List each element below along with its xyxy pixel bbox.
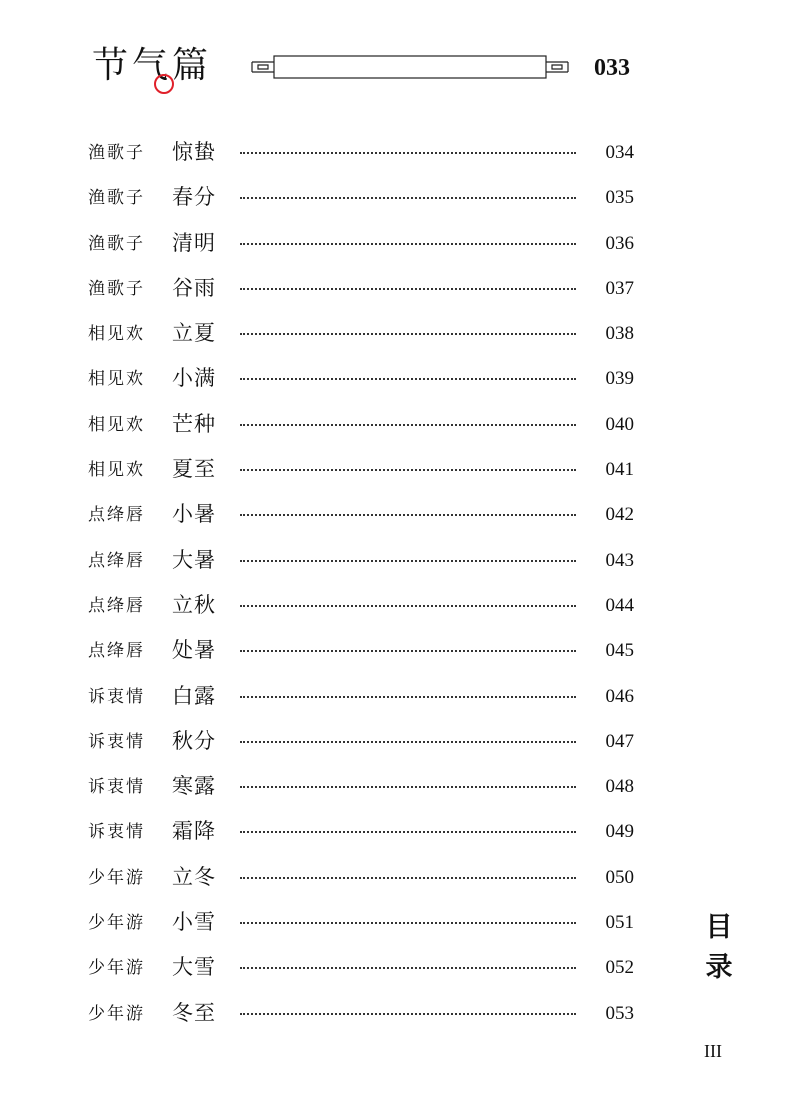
toc-entry[interactable] bbox=[88, 540, 634, 585]
solar-term: 处暑 bbox=[172, 638, 216, 663]
scroll-ornament-icon bbox=[250, 54, 570, 80]
solar-term: 小雪 bbox=[172, 910, 216, 935]
toc-entry[interactable] bbox=[88, 404, 634, 449]
tune-name: 点绛唇 bbox=[88, 641, 145, 662]
dot-leader bbox=[240, 378, 576, 382]
solar-term: 小暑 bbox=[172, 502, 216, 527]
dot-leader bbox=[240, 922, 576, 926]
page-number: 040 bbox=[605, 413, 634, 435]
tune-name: 少年游 bbox=[88, 958, 145, 979]
section-title: 节气篇 bbox=[92, 45, 213, 86]
folio-number: III bbox=[704, 1041, 722, 1061]
dot-leader bbox=[240, 831, 576, 835]
dot-leader bbox=[240, 877, 576, 881]
tune-name: 诉衷情 bbox=[88, 777, 145, 798]
solar-term: 霜降 bbox=[172, 819, 216, 844]
dot-leader bbox=[240, 469, 576, 473]
tune-name: 相见欢 bbox=[88, 460, 145, 481]
solar-term: 清明 bbox=[172, 230, 216, 255]
solar-term: 白露 bbox=[172, 683, 216, 708]
toc-entry[interactable] bbox=[88, 993, 634, 1038]
solar-term: 秋分 bbox=[172, 728, 216, 753]
toc-entry[interactable] bbox=[88, 177, 634, 222]
toc-entry[interactable] bbox=[88, 630, 634, 675]
toc-entry[interactable] bbox=[88, 449, 634, 494]
contents-side-label: 目录 bbox=[705, 912, 733, 983]
dot-leader bbox=[240, 288, 576, 292]
dot-leader bbox=[240, 514, 576, 518]
solar-term: 春分 bbox=[172, 185, 216, 210]
toc-entry[interactable] bbox=[88, 811, 634, 856]
page-number: 042 bbox=[605, 504, 634, 526]
page-number: 039 bbox=[605, 368, 634, 390]
tune-name: 渔歌子 bbox=[88, 233, 145, 254]
solar-term: 谷雨 bbox=[172, 275, 216, 300]
page-number: 047 bbox=[605, 730, 634, 752]
dot-leader bbox=[240, 967, 576, 971]
tune-name: 诉衷情 bbox=[88, 731, 145, 752]
tune-name: 诉衷情 bbox=[88, 822, 145, 843]
section-header bbox=[92, 44, 652, 104]
page-number: 038 bbox=[605, 323, 634, 345]
page-number: 043 bbox=[605, 549, 634, 571]
toc-entry[interactable] bbox=[88, 857, 634, 902]
page-number: 046 bbox=[605, 685, 634, 707]
dot-leader bbox=[240, 152, 576, 156]
tune-name: 点绛唇 bbox=[88, 505, 145, 526]
solar-term: 立夏 bbox=[172, 321, 216, 346]
toc-list bbox=[88, 132, 634, 1038]
tune-name: 诉衷情 bbox=[88, 686, 145, 707]
page-number: 041 bbox=[605, 459, 634, 481]
page-number: 035 bbox=[605, 187, 634, 209]
toc-entry[interactable] bbox=[88, 721, 634, 766]
dot-leader bbox=[240, 650, 576, 654]
tune-name: 点绛唇 bbox=[88, 550, 145, 571]
red-circle-mark bbox=[154, 74, 174, 94]
toc-entry[interactable] bbox=[88, 676, 634, 721]
dot-leader bbox=[240, 1013, 576, 1017]
solar-term: 大雪 bbox=[172, 955, 216, 980]
section-page-number: 033 bbox=[594, 55, 630, 81]
tune-name: 点绛唇 bbox=[88, 595, 145, 616]
toc-entry[interactable] bbox=[88, 223, 634, 268]
page-number: 048 bbox=[605, 776, 634, 798]
dot-leader bbox=[240, 786, 576, 790]
tune-name: 相见欢 bbox=[88, 414, 145, 435]
solar-term: 夏至 bbox=[172, 457, 216, 482]
dot-leader bbox=[240, 696, 576, 700]
toc-entry[interactable] bbox=[88, 902, 634, 947]
tune-name: 少年游 bbox=[88, 1003, 145, 1024]
page-number: 036 bbox=[605, 232, 634, 254]
dot-leader bbox=[240, 741, 576, 745]
tune-name: 渔歌子 bbox=[88, 278, 145, 299]
toc-entry[interactable] bbox=[88, 947, 634, 992]
toc-entry[interactable] bbox=[88, 766, 634, 811]
toc-entry[interactable] bbox=[88, 358, 634, 403]
tune-name: 相见欢 bbox=[88, 369, 145, 390]
toc-entry[interactable] bbox=[88, 585, 634, 630]
solar-term: 惊蛰 bbox=[172, 140, 216, 164]
dot-leader bbox=[240, 333, 576, 337]
solar-term: 小满 bbox=[172, 366, 216, 391]
toc-entry[interactable] bbox=[88, 313, 634, 358]
dot-leader bbox=[240, 243, 576, 247]
tune-name: 渔歌子 bbox=[88, 188, 145, 209]
page-number: 045 bbox=[605, 640, 634, 662]
solar-term: 立秋 bbox=[172, 592, 216, 617]
solar-term: 立冬 bbox=[172, 864, 216, 889]
solar-term: 寒露 bbox=[172, 774, 216, 799]
tune-name: 少年游 bbox=[88, 867, 145, 888]
solar-term: 芒种 bbox=[172, 411, 216, 436]
page-number: 052 bbox=[605, 957, 634, 979]
page-number: 051 bbox=[605, 912, 634, 934]
dot-leader bbox=[240, 197, 576, 201]
solar-term: 冬至 bbox=[172, 1000, 216, 1025]
solar-term: 大暑 bbox=[172, 547, 216, 572]
page-number: 034 bbox=[605, 142, 634, 163]
toc-entry[interactable] bbox=[88, 494, 634, 539]
page-number: 053 bbox=[605, 1002, 634, 1024]
tune-name: 渔歌子 bbox=[88, 143, 145, 163]
page-number: 044 bbox=[605, 594, 634, 616]
tune-name: 少年游 bbox=[88, 913, 145, 934]
dot-leader bbox=[240, 605, 576, 609]
tune-name: 相见欢 bbox=[88, 324, 145, 345]
dot-leader bbox=[240, 560, 576, 564]
dot-leader bbox=[240, 424, 576, 428]
toc-entry[interactable] bbox=[88, 268, 634, 313]
page-number: 049 bbox=[605, 821, 634, 843]
page-number: 050 bbox=[605, 866, 634, 888]
toc-entry[interactable] bbox=[88, 132, 634, 177]
page-number: 037 bbox=[605, 277, 634, 299]
